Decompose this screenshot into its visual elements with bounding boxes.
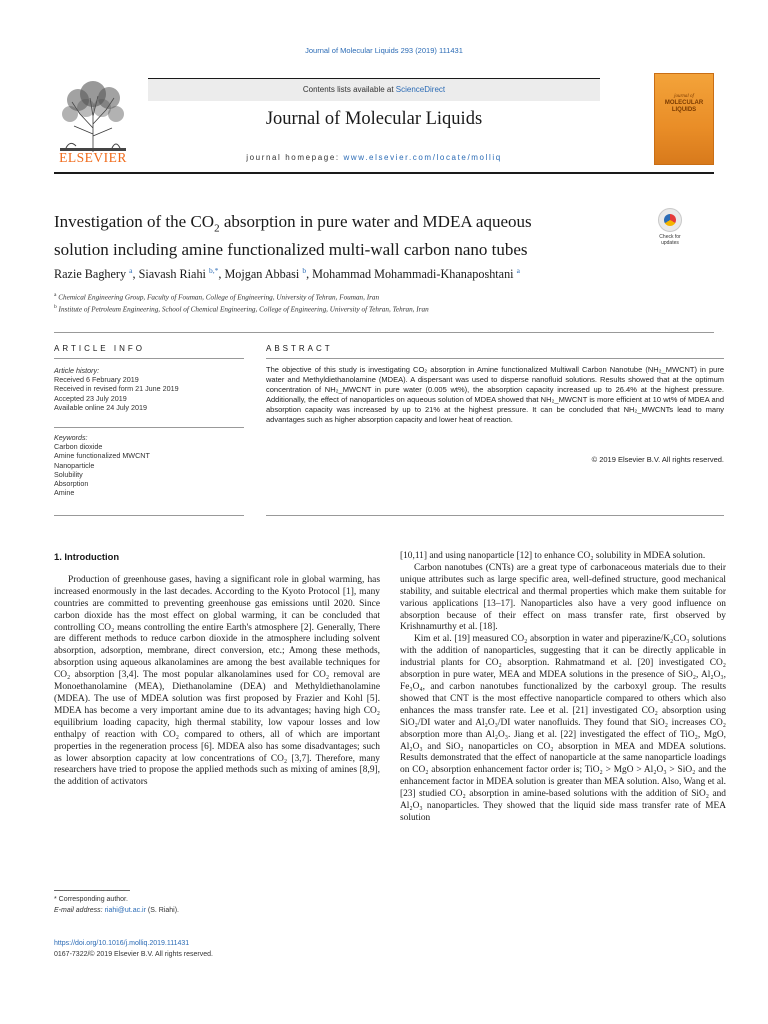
journal-header: [54, 70, 714, 166]
cover-title-line-2: LIQUIDS: [671, 107, 697, 113]
abstract-divider-top: [266, 358, 724, 359]
doi-link[interactable]: https://doi.org/10.1016/j.molliq.2019.111431: [54, 940, 190, 947]
email-footnote: [54, 907, 374, 914]
body-right-column: [400, 551, 726, 825]
contents-available-bar: [148, 79, 600, 101]
elsevier-wordmark: ELSEVIER: [59, 150, 127, 165]
check-updates-dot-icon: [664, 214, 676, 226]
keyword-item: Nanoparticle: [54, 460, 95, 470]
check-updates-text: [650, 234, 690, 246]
sciencedirect-link[interactable]: ScienceDirect: [395, 85, 446, 94]
author-affiliation-marker[interactable]: a: [516, 266, 520, 275]
body-paragraph: Production of greenhouse gases, having a significant role in global warming, has increased enormously in the last decades. According to the Kyoto Protocol [1], many countries are committed to preventing greenhouse gas emissions until 2020. Since carbon dioxide has the most effect on global warming, it can be concluded that controlling CO₂ means controlling the entire Earth's atmosphere [2]. Generally, There are different methods to reduce carbon dioxide in the atmosphere including solvent absorption, adsorption, membrane, direct conversion, etc.; Among these methods, absorption using aqueous alkanolamines are among the best available techniques for CO₂ absorption [3,4]. The most popular alkanolamines used for CO₂ removal are Monoethanolamine (MEA), Diethanolamine (DEA) and Methyldiethanolamine (MDEA). The use of MDEA solution was first proposed by Frazier and Kohl [5]. MDEA has become a very important amine due to its advantages; having high CO₂ equilibrium loading capacity, high thermal stability, low vapour losses and low enthalpy of reaction with CO₂ compared to others, all of which are important properties in the regeneration process [6]. MDEA also has some disadvantages; such as lower absorption capacity at low concentrations of CO₂ [3,7]. Therefore, many researchers have tried to propose the applied methods such as mixing of amines [8,9], the addition of activators: [54, 574, 380, 788]
keyword-item: Amine functionalized MWCNT: [54, 451, 150, 461]
history-label: Article history:: [54, 366, 100, 375]
author-name[interactable]: Razie Baghery: [54, 267, 127, 282]
homepage-link[interactable]: www.elsevier.com/locate/molliq: [343, 153, 502, 162]
issn-copyright: 0167-7322/© 2019 Elsevier B.V. All rights reserved.: [54, 951, 213, 958]
title-part-3: solution including amine functionalized multi-wall carbon nano tubes: [54, 240, 528, 260]
body-left-column: [54, 551, 380, 789]
abstract-text: The objective of this study is investigating CO₂ absorption in Amine functionalized Multiwall Carbon Nanotube (NH₂_MWCNT) in pure water and Methyldiethanolamine (MDEA). A dispersant was used to disperse nanofluid solutions. Results showed that at the optimum concentration of NH₂_MWCNT in pure water (0.005 wt%), the absorption capacity increased up to 26.4% at the highest pressure. Additionally, the effect of nanoparticles on aqueous solution of MDEA showed that NH₂_MWCNT is more efficient at 10 wt% of MDEA and absorption capacity was increased by up to 21% at the highest pressure. It can be concluded that NH₂_MWCNTs lead to many advantages such as higher absorption capacity and lower heat of reaction.: [266, 365, 724, 424]
affiliation-a: $^a$ Chemical Engineering Group, Faculty of Fouman, College of Engineering, University of Tehran, Fouman, Iran: [54, 292, 380, 302]
header-divider: [54, 172, 714, 174]
journal-cover-thumbnail[interactable]: [654, 73, 714, 165]
body-paragraph: [10,11] and using nanoparticle [12] to enhance CO₂ solubility in MDEA solution.: [400, 551, 706, 561]
author-affiliation-marker[interactable]: b,*: [208, 266, 219, 275]
info-divider-middle: [54, 427, 244, 428]
email-label: E-mail address:: [54, 907, 105, 914]
affiliation-b: $^b$ Institute of Petroleum Engineering, School of Chemical Engineering, College of Engineering, University of Tehran, Tehran, Iran: [54, 304, 429, 314]
article-title: [54, 211, 634, 261]
cover-title-line-1: MOLECULAR: [664, 100, 704, 106]
corresponding-author-note: * Corresponding author.: [54, 896, 128, 903]
check-updates-line-2: updates: [661, 240, 679, 246]
keyword-item: Absorption: [54, 479, 89, 489]
history-item: Received in revised form 21 June 2019: [54, 384, 179, 394]
abstract-heading: ABSTRACT: [266, 344, 333, 353]
article-history: [54, 366, 244, 412]
footnote-divider: [54, 890, 130, 891]
info-divider-bottom: [54, 515, 244, 516]
author-name[interactable]: Mohammad Mohammadi-Khanaposhtani: [312, 267, 514, 282]
affiliation-b-text: Institute of Petroleum Engineering, School of Chemical Engineering, College of Engineering, University of Tehran, Tehran, Iran: [58, 305, 429, 314]
title-subscript: 2: [214, 222, 220, 235]
author-list: Razie Baghery $^a$, Siavash Riahi $^{b,*}$, Mojgan Abbasi $^b$, Mohammad Mohammadi-Khanaposhtani $^a$: [54, 266, 520, 282]
email-suffix: (S. Riahi).: [145, 907, 179, 914]
journal-homepage: [148, 153, 600, 162]
abstract-copyright: © 2019 Elsevier B.V. All rights reserved.: [591, 455, 724, 464]
homepage-prefix: journal homepage:: [246, 153, 344, 162]
keywords-label: Keywords:: [54, 433, 88, 442]
introduction-heading: 1. Introduction: [54, 551, 120, 562]
email-link[interactable]: riahi@ut.ac.ir: [104, 907, 146, 914]
journal-title: Journal of Molecular Liquids: [265, 109, 483, 129]
keyword-item: Solubility: [54, 469, 83, 479]
title-part-2: absorption in pure water and MDEA aqueous: [219, 212, 532, 231]
title-part-1: Investigation of the CO: [54, 212, 215, 231]
journal-citation-link[interactable]: Journal of Molecular Liquids 293 (2019) 111431: [305, 46, 463, 55]
body-paragraph: Kim et al. [19] measured CO₂ absorption in water and piperazine/K₂CO₃ solutions with the addition of nanoparticles, suggesting that it can be directly applicable in industrial plants for CO₂ absorption. Rahmatmand et al. [20] investigated CO₂ absorption in pure water, MEA and MDEA solutions in the presence of SiO₂, Al₂O₃, Fe₃O₄, and carbon nanotubes functionalized by the carboxyl group. The results showed that CNT is the most effective nanoparticle compared to others which also enhances the mass transfer rate. Lee et al. [21] investigated CO₂ absorption using SiO₂/DI water and Al₂O₃/DI water nanofluids. They found that SiO₂ increases CO₂ absorption more than Al₂O₃. Jiang et al. [22] investigated the effect of TiO₂, MgO, Al₂O₃ and SiO₂ nanoparticles on CO₂ absorption in MEA and MDEA solutions. Results demonstrated that the effect of nanoparticle at the same nanoparticle loadings on CO₂ absorption enhancement factor order is; TiO₂ > MgO > Al₂O₃ > SiO₂ and the enhancement factor in MDEA solution is greater than MEA solution. Also, Wang et al. [23] studied CO₂ absorption in amine-based solutions with the addition of SiO₂ and Al₂O₃ nanoparticles. They showed that the liquid side mass transfer rate of MEA solution: [400, 634, 726, 823]
cover-title: [655, 100, 713, 114]
body-paragraph: Carbon nanotubes (CNTs) are a great type of carbonaceous materials due to their unique attributes such as large specific area, well-defined structure, good mechanical stability, and suitable electrical and thermal properties which make them suitable for various applications [13–17]. Nanoparticles also have a very good influence on absorption because of their effect on mass transfer rate, first observed by Krishnamurthy et al. [18].: [400, 562, 726, 633]
author-affiliation-marker[interactable]: a: [129, 266, 133, 275]
author-name[interactable]: Mojgan Abbasi: [224, 267, 300, 282]
abstract-divider-bottom: [266, 515, 724, 516]
affiliations-divider: [54, 332, 714, 333]
check-for-updates-badge[interactable]: [650, 206, 690, 248]
cover-journal-label: journal of: [674, 94, 694, 99]
journal-masthead: [148, 78, 600, 166]
history-item: Accepted 23 July 2019: [54, 393, 127, 403]
history-item: Available online 24 July 2019: [54, 402, 147, 412]
contents-prefix: Contents lists available at: [302, 85, 396, 94]
keywords: [54, 433, 244, 497]
article-info-heading: ARTICLE INFO: [54, 344, 145, 353]
info-divider-top: [54, 358, 244, 359]
author-name[interactable]: Siavash Riahi: [138, 267, 206, 282]
keyword-item: Amine: [54, 488, 75, 498]
keyword-item: Carbon dioxide: [54, 442, 103, 452]
affiliation-a-text: Chemical Engineering Group, Faculty of Fouman, College of Engineering, University of Tehran, Fouman, Iran: [58, 293, 380, 302]
check-updates-line-1: Check for: [659, 234, 681, 240]
author-affiliation-marker[interactable]: b: [302, 266, 307, 275]
history-item: Received 6 February 2019: [54, 375, 139, 385]
